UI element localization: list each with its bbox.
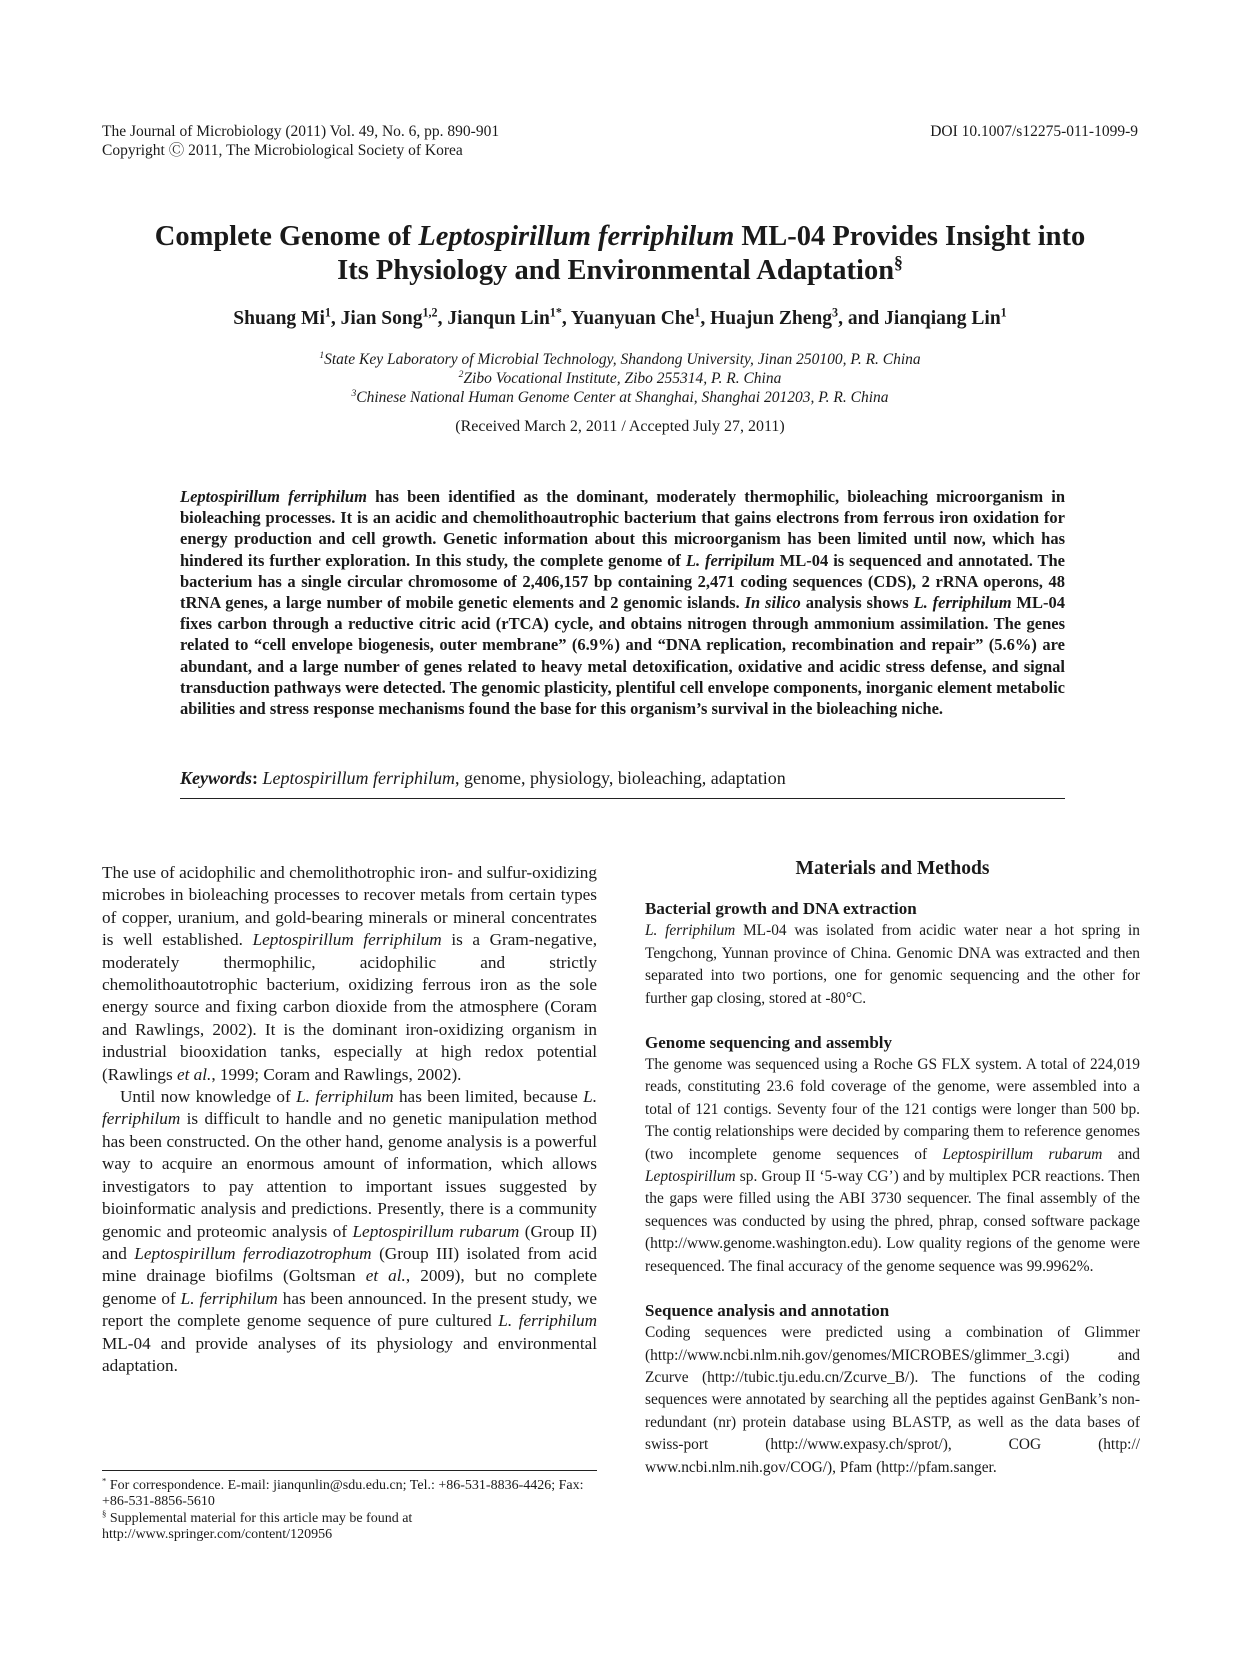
author-name: Shuang Mi bbox=[233, 308, 325, 329]
keywords-label: Keywords bbox=[180, 768, 252, 788]
paper-title: Complete Genome of Leptospirillum ferriphilum ML-04 Provides Insight into Its Physiology and Environmental Adaptation§ bbox=[154, 221, 1086, 286]
affiliations bbox=[60, 350, 1180, 407]
abstract: Leptospirillum ferriphilum has been identified as the dominant, moderately thermophilic, bioleaching microorganism in bioleaching processes. It is an acidic and chemolithoautrophic bacterium that gains electrons from ferrous iron oxidation for energy production and cell growth. Genetic information about this microorganism has been limited until now, which has hindered its further exploration. In this study, the complete genome of L. ferripilum ML-04 is sequenced and annotated. The bacterium has a single circular chromosome of 2,406,157 bp containing 2,471 coding sequences (CDS), 2 rRNA operons, 48 tRNA genes, a large number of mobile genetic elements and 2 genomic islands. In silico analysis shows L. ferriphilum ML-04 fixes carbon through a reductive citric acid (rTCA) cycle, and obtains nitrogen through ammonium assimilation. The genes related to “cell envelope biogenesis, outer membrane” (6.9%) and “DNA replication, recombination and repair” (5.6%) are abundant, and a large number of genes related to heavy metal detoxification, oxidative and acidic stress defense, and signal transduction pathways were detected. The genomic plasticity, plentiful cell envelope components, inorganic element metabolic abilities and stress response mechanisms found the base for this organism’s survival in the bioleaching niche. bbox=[180, 487, 1066, 719]
subsection-body: The genome was sequenced using a Roche GS FLX system. A total of 224,019 reads, constituting 23.6 fold coverage of the genome, were assembled into a total of 121 contigs. Seventy four of the 121 contigs were longer than 500 bp. The contig relationships were decided by comparing them to reference genomes (two incomplete genome sequences of Leptospirillum rubarum and Leptospirillum sp. Group II ‘5-way CG’) and by multiplex PCR reactions. Then the gaps were filled using the ABI 3730 sequencer. The final assembly of the sequences was conducted by using the phred, phrap, consed software package (http://www.genome.washington.edu). Low quality regions of the genome were resequenced. The final accuracy of the genome sequence was 99.9962%. bbox=[645, 1056, 1141, 1275]
title-footnote-mark: § bbox=[894, 252, 903, 273]
author-list: Shuang Mi$^1$, Jian Song$^{1,2}$, Jianqun Lin$^{1*}$, Yuanyuan Che$^1$, Huajun Zheng$^3$, and Jianqiang Lin$^1$ bbox=[233, 305, 1007, 329]
subsection-body: L. ferriphilum ML-04 was isolated from acidic water near a hot spring in Tengchong, Yunnan province of China. Genomic DNA was extracted and then separated into two portions, one for genomic sequencing and the other for further gap closing, stored at -80°C. bbox=[645, 922, 1141, 1007]
subsection-heading: Genome sequencing and assembly bbox=[645, 1033, 892, 1053]
received-dates: (Received March 2, 2011 / Accepted July 27, 2011) bbox=[455, 418, 785, 435]
footnotes bbox=[102, 1475, 597, 1544]
author-name: Jianqiang Lin bbox=[884, 308, 1001, 329]
materials-and-methods bbox=[645, 858, 1140, 1479]
author-name: Yuanyuan Che bbox=[570, 308, 695, 329]
intro-paragraph-2: Until now knowledge of L. ferriphilum has been limited, because L. ferriphilum is difficult to handle and no genetic manipulation method has been constructed. On the other hand, genome analysis is a powerful way to acquire an enormous amount of information, which allows investigators to pay attention to important issues suggested by bioinformatic analysis and predictions. Presently, there is a community genomic and proteomic analysis of Leptospirillum rubarum (Group II) and Leptospirillum ferrodiazotrophum (Group III) isolated from acid mine drainage biofilms (Goltsman et al., 2009), but no complete genome of L. ferriphilum has been announced. In the present study, we report the complete genome sequence of pure cultured L. ferriphilum ML-04 and provide analyses of its physiology and environmental adaptation. bbox=[102, 1087, 598, 1375]
doi: DOI 10.1007/s12275-011-1099-9 bbox=[930, 123, 1138, 140]
subsection-heading: Sequence analysis and annotation bbox=[645, 1301, 890, 1321]
author-name: Jianqun Lin bbox=[447, 308, 550, 329]
author-name: Huajun Zheng bbox=[710, 308, 833, 329]
intro-paragraph-1: The use of acidophilic and chemolithotrophic iron- and sulfur-oxidizing microbes in bioleaching processes to recover metals from certain types of copper, uranium, and gold-bearing minerals or mineral concentrates is well established. Leptospirillum ferriphilum is a Gram-negative, moderately thermophilic, acidophilic and strictly chemolithoautotrophic bacterium, oxidizing ferrous iron as the sole energy source and fixing carbon dioxide from the atmosphere (Coram and Rawlings, 2002). It is the dominant iron-oxidizing organism in industrial biooxidation tanks, especially at high redox potential (Rawlings et al., 1999; Coram and Rawlings, 2002). bbox=[102, 863, 597, 1084]
copyright-line: Copyright Ⓒ 2011, The Microbiological Society of Korea bbox=[102, 142, 463, 159]
subsection-heading: Bacterial growth and DNA extraction bbox=[645, 899, 917, 919]
keywords: Keywords: Leptospirillum ferriphilum, genome, physiology, bioleaching, adaptation bbox=[180, 768, 786, 788]
journal-line: The Journal of Microbiology (2011) Vol. 49, No. 6, pp. 890-901 bbox=[102, 123, 500, 140]
section-title: Materials and Methods bbox=[795, 858, 990, 879]
footnote: § Supplemental material for this article may be found at http://www.springer.com/content/120956 bbox=[102, 1508, 413, 1543]
introduction bbox=[102, 862, 597, 1377]
keywords-divider bbox=[180, 798, 1065, 799]
footnote-divider bbox=[102, 1470, 597, 1471]
affiliation: $^3$Chinese National Human Genome Center at Shanghai, Shanghai 201203, P. R. China bbox=[351, 387, 889, 406]
author-name: Jian Song bbox=[340, 308, 423, 329]
affiliation: $^2$Zibo Vocational Institute, Zibo 255314, P. R. China bbox=[458, 368, 782, 387]
journal-citation bbox=[102, 122, 499, 160]
subsection-body: Coding sequences were predicted using a combination of Glimmer (http://www.ncbi.nlm.nih.gov/genomes/MICROBES/glimmer_3.cgi) and Zcurve (http://tubic.tju.edu.cn/Zcurve_B/). The functions of the coding sequences were annotated by searching all the peptides against GenBank’s non-redundant (nr) protein database using BLASTP, as well as the data bases of swiss-port (http://www.expasy.ch/sprot/), COG (http:// www.ncbi.nlm.nih.gov/COG/), Pfam (http://pfam.sanger. bbox=[645, 1324, 1140, 1476]
title-species: Leptospirillum ferriphilum bbox=[418, 221, 735, 252]
footnote: * For correspondence. E-mail: jianqunlin@sdu.edu.cn; Tel.: +86-531-8836-4426; Fax: +86-531-8856-5610 bbox=[102, 1475, 584, 1510]
affiliation: $^1$State Key Laboratory of Microbial Technology, Shandong University, Jinan 250100, P. R. China bbox=[319, 349, 921, 368]
